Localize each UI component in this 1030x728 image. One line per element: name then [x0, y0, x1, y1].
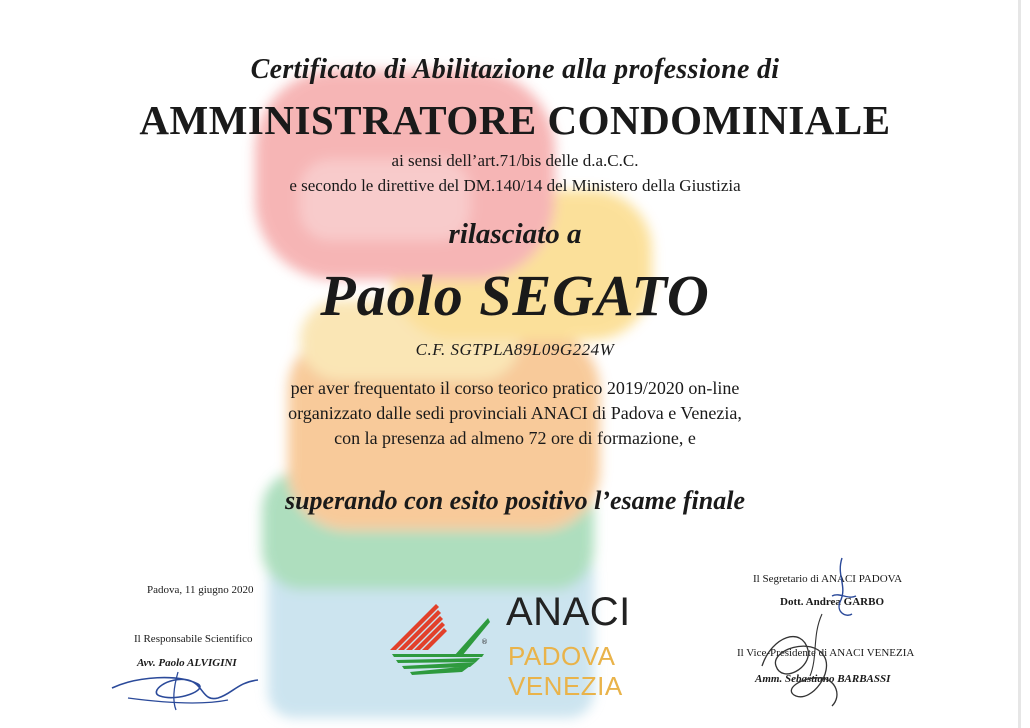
anaci-logo-icon	[388, 598, 492, 678]
scientific-lead-signature	[108, 662, 268, 714]
logo-city-venezia: VENEZIA	[508, 671, 623, 701]
fiscal-code: C.F. SGTPLA89L09G224W	[415, 340, 615, 359]
recipient-name: Paolo SEGATO	[320, 263, 710, 328]
registered-mark: ®	[481, 638, 488, 646]
exam-outcome: superando con esito positivo l’esame finale	[284, 486, 746, 515]
law-reference-line-2: e secondo le direttive del DM.140/14 del Ministero della Giustizia	[289, 176, 741, 195]
body-line: organizzato dalle sedi provinciali ANACI di Padova e Venezia,	[288, 403, 742, 423]
body-line: con la presenza ad almeno 72 ore di formazione, e	[334, 428, 696, 448]
place-date: Padova, 11 giugno 2020	[147, 584, 254, 596]
body-line: per aver frequentato il corso teorico pratico 2019/2020 on-line	[290, 378, 740, 398]
logo-name: ANACI	[506, 590, 631, 634]
secretary-title: Il Segretario di ANACI PADOVA	[753, 573, 903, 585]
certificate-body	[0, 376, 1030, 451]
vice-president-name: Amm. Sebastiano BARBASSI	[755, 673, 891, 685]
vice-president-title: Il Vice-Presidente di ANACI VENEZIA	[737, 647, 915, 659]
scientific-lead-name: Avv. Paolo ALVIGINI	[137, 657, 237, 669]
law-reference-line-1: ai sensi dell’art.71/bis delle d.a.C.C.	[391, 151, 639, 170]
certificate-title: AMMINISTRATORE CONDOMINIALE	[139, 97, 891, 143]
vice-president-signature	[752, 606, 852, 712]
issued-to-label: rilasciato a	[448, 218, 582, 250]
logo-city-padova: PADOVA	[508, 641, 616, 671]
secretary-name: Dott. Andrea GARBO	[780, 596, 884, 608]
certificate-heading: Certificato di Abilitazione alla professione di	[250, 54, 780, 85]
scientific-lead-title: Il Responsabile Scientifico	[134, 633, 253, 645]
